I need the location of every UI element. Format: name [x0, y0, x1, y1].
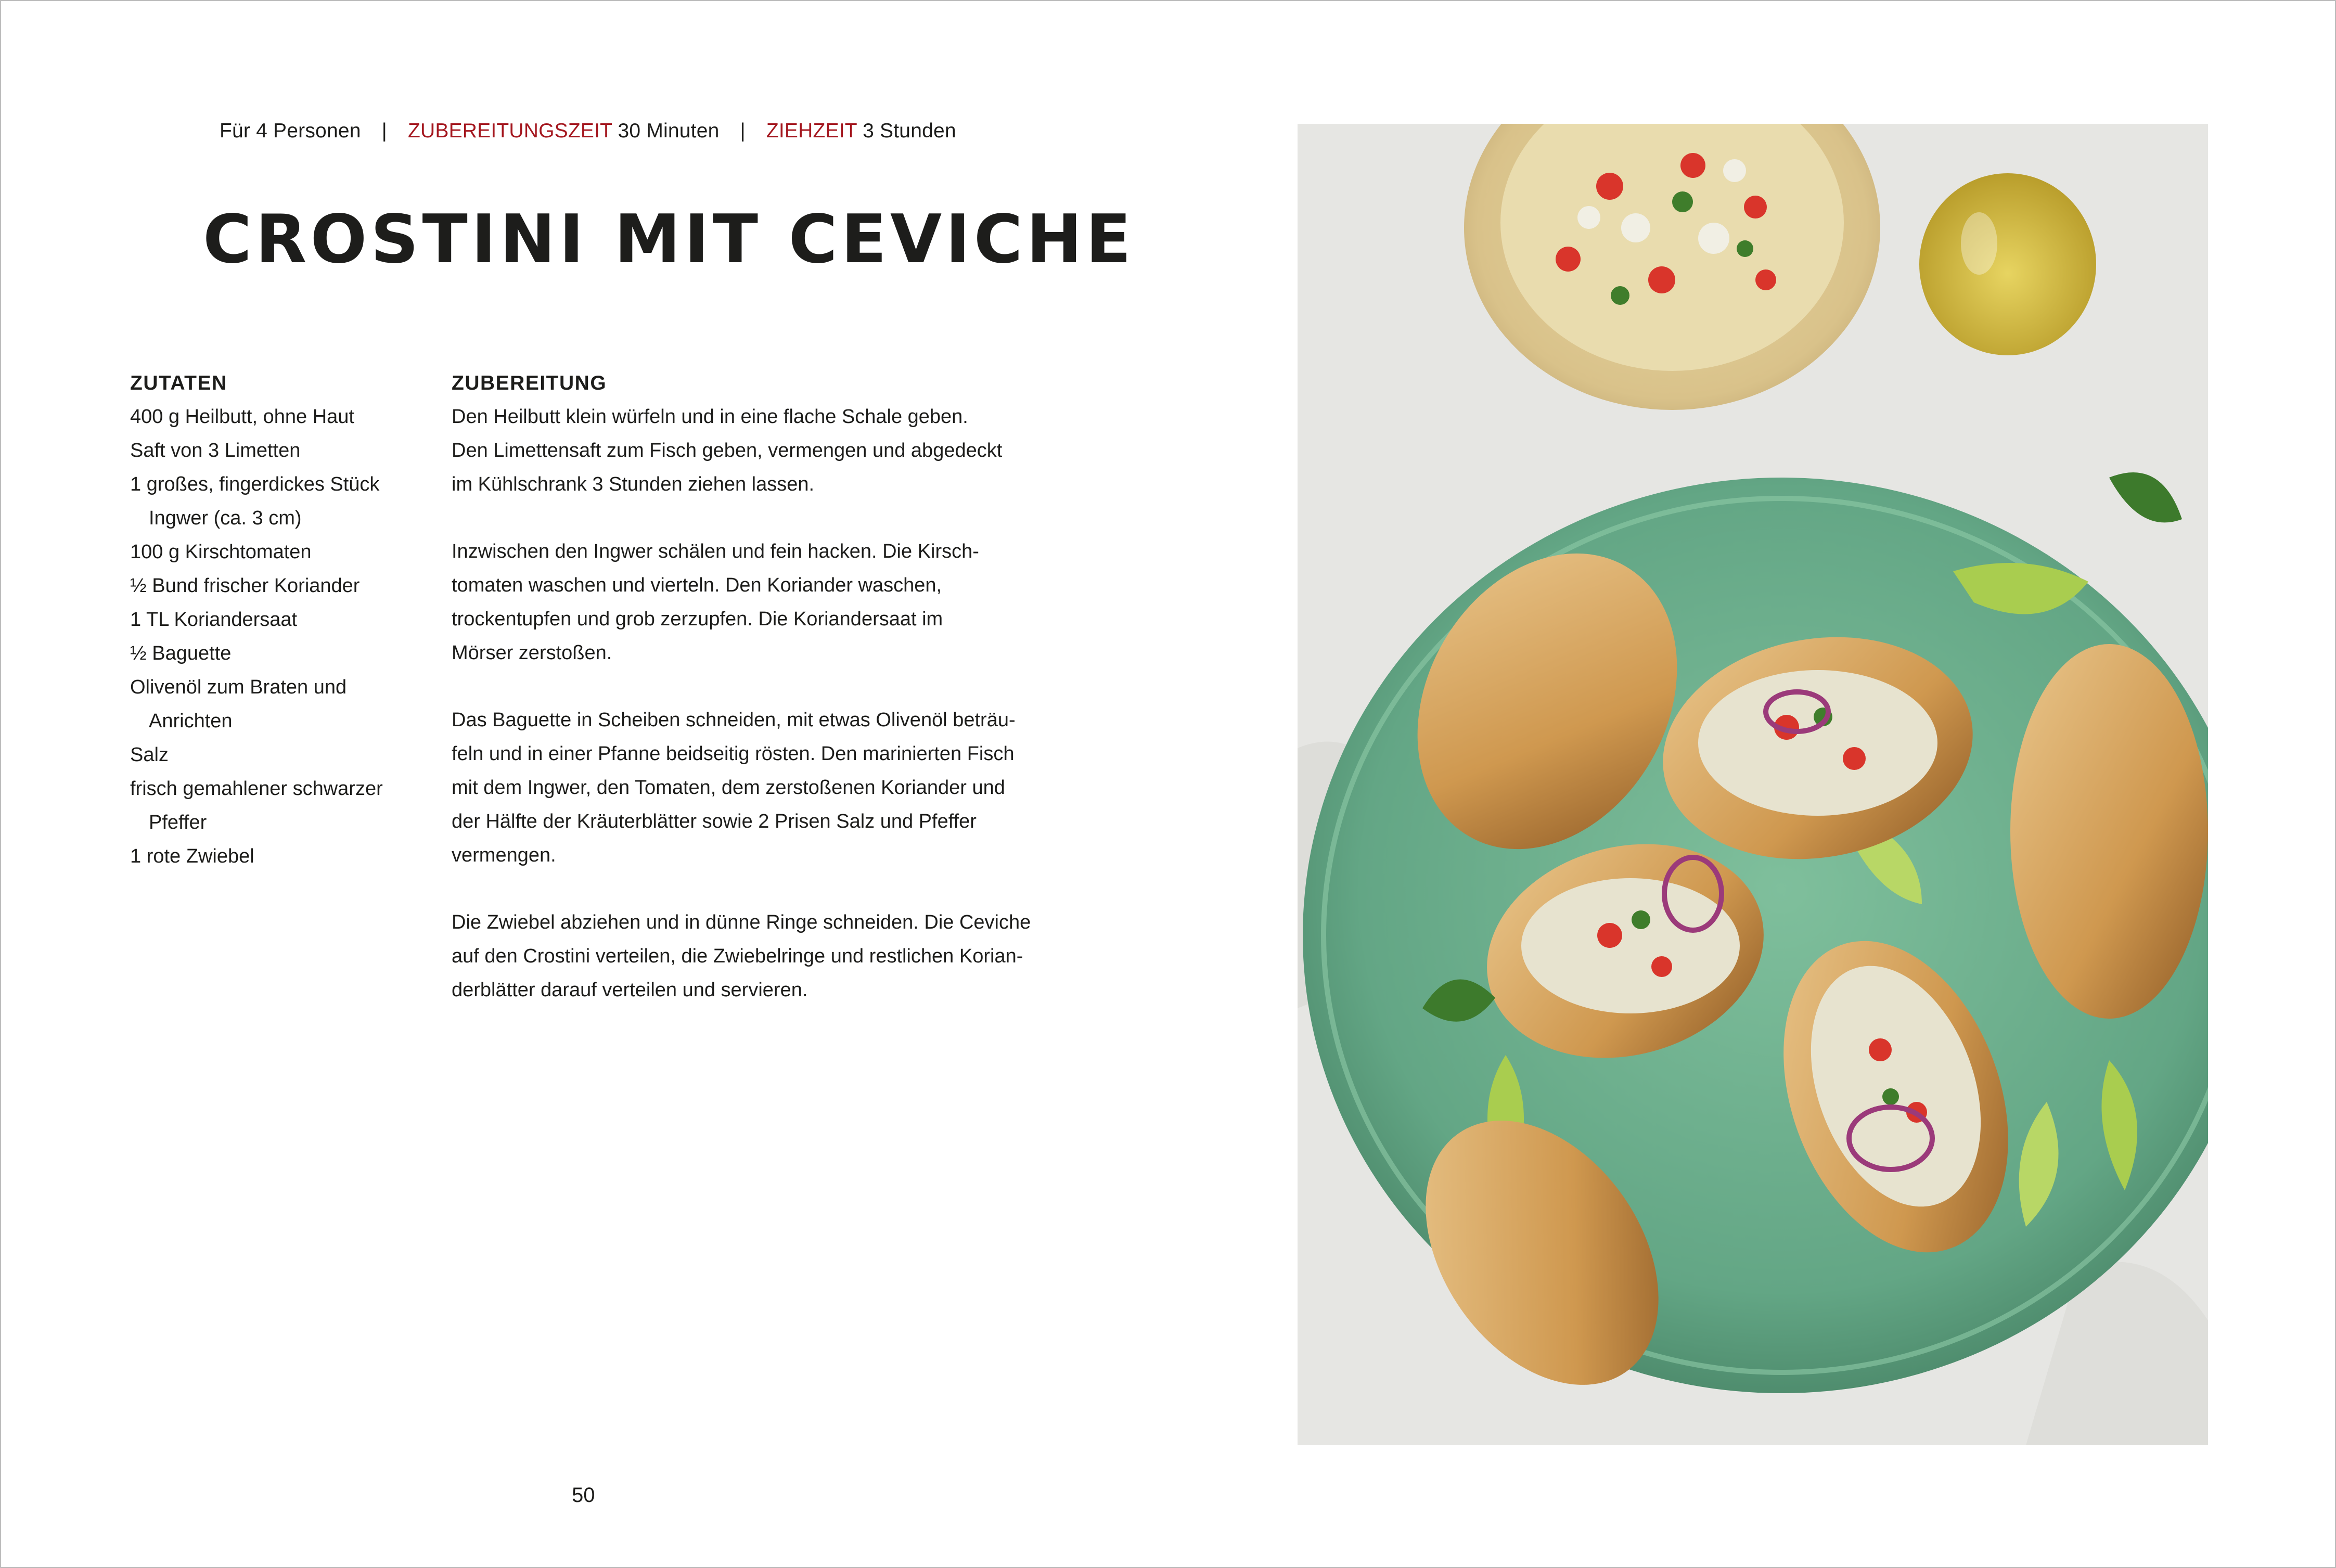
- rest-time-value: 3 Stunden: [863, 120, 956, 142]
- preparation-line: Die Zwiebel abziehen und in dünne Ringe schneiden. Die Ceviche: [452, 911, 1031, 933]
- ingredient-line: 1 TL Koriandersaat: [130, 609, 298, 631]
- preparation-line: Inzwischen den Ingwer schälen und fein hacken. Die Kirsch-: [452, 541, 979, 562]
- page-number: 50: [572, 1484, 595, 1507]
- recipe-meta-line: [220, 120, 956, 143]
- preparation-heading: ZUBEREITUNG: [452, 372, 607, 394]
- ingredient-line: ½ Bund frischer Koriander: [130, 575, 360, 597]
- recipe-photo: [1298, 124, 2208, 1445]
- rest-time-label: ZIEHZEIT: [766, 120, 857, 142]
- ingredient-line: 400 g Heilbutt, ohne Haut: [130, 406, 354, 428]
- preparation-line: Den Limettensaft zum Fisch geben, vermengen und abgedeckt: [452, 440, 1003, 461]
- ingredient-line: Salz: [130, 744, 169, 766]
- preparation-line: trockentupfen und grob zerzupfen. Die Koriandersaat im: [452, 608, 943, 630]
- paragraph-gap: [452, 872, 1050, 906]
- oil-bottle-glint: [1961, 212, 1997, 275]
- prep-time-value: 30 Minuten: [618, 120, 720, 142]
- preparation-line: Den Heilbutt klein würfeln und in eine flache Schale geben.: [452, 406, 968, 428]
- meta-separator: |: [740, 120, 746, 142]
- ingredients-heading: ZUTATEN: [130, 372, 227, 394]
- preparation-line: der Hälfte der Kräuterblätter sowie 2 Prisen Salz und Pfeffer: [452, 811, 977, 832]
- ingredient-line: Olivenöl zum Braten und: [130, 676, 347, 698]
- preparation-line: im Kühlschrank 3 Stunden ziehen lassen.: [452, 473, 815, 495]
- ingredient-line: frisch gemahlener schwarzer: [130, 778, 383, 800]
- prep-time-label: ZUBEREITUNGSZEIT: [407, 120, 612, 142]
- crostino-topping: [1698, 670, 1937, 816]
- preparation-column: [452, 366, 1050, 1007]
- crostino: [2010, 644, 2208, 1019]
- ingredient-line: 1 großes, fingerdickes Stück: [130, 473, 380, 495]
- preparation-line: Das Baguette in Scheiben schneiden, mit etwas Olivenöl beträu-: [452, 709, 1016, 731]
- preparation-line: mit dem Ingwer, den Tomaten, dem zerstoßenen Koriander und: [452, 777, 1005, 799]
- oil-bottle: [1919, 173, 2096, 355]
- ingredient-line: ½ Baguette: [130, 642, 232, 664]
- servings: Für 4 Personen: [220, 120, 361, 142]
- paragraph-gap: [452, 502, 1050, 535]
- ingredient-line: 100 g Kirschtomaten: [130, 541, 312, 563]
- ingredient-line: 1 rote Zwiebel: [130, 845, 254, 867]
- ingredients-column: [130, 366, 411, 873]
- ingredient-line: Ingwer (ca. 3 cm): [149, 507, 302, 529]
- preparation-line: vermengen.: [452, 844, 556, 866]
- paragraph-gap: [452, 670, 1050, 703]
- meta-separator: |: [381, 120, 387, 142]
- preparation-line: feln und in einer Pfanne beidseitig rösten. Den marinierten Fisch: [452, 743, 1015, 765]
- ingredient-line: Pfeffer: [149, 812, 207, 833]
- preparation-line: auf den Crostini verteilen, die Zwiebelringe und restlichen Korian-: [452, 945, 1023, 967]
- preparation-line: tomaten waschen und vierteln. Den Koriander waschen,: [452, 574, 942, 596]
- ingredient-line: Anrichten: [149, 710, 233, 732]
- recipe-title: CROSTINI MIT CEVICHE: [203, 201, 1135, 278]
- preparation-line: derblätter darauf verteilen und servieren.: [452, 979, 808, 1001]
- preparation-line: Mörser zerstoßen.: [452, 642, 612, 664]
- ingredient-line: Saft von 3 Limetten: [130, 440, 301, 461]
